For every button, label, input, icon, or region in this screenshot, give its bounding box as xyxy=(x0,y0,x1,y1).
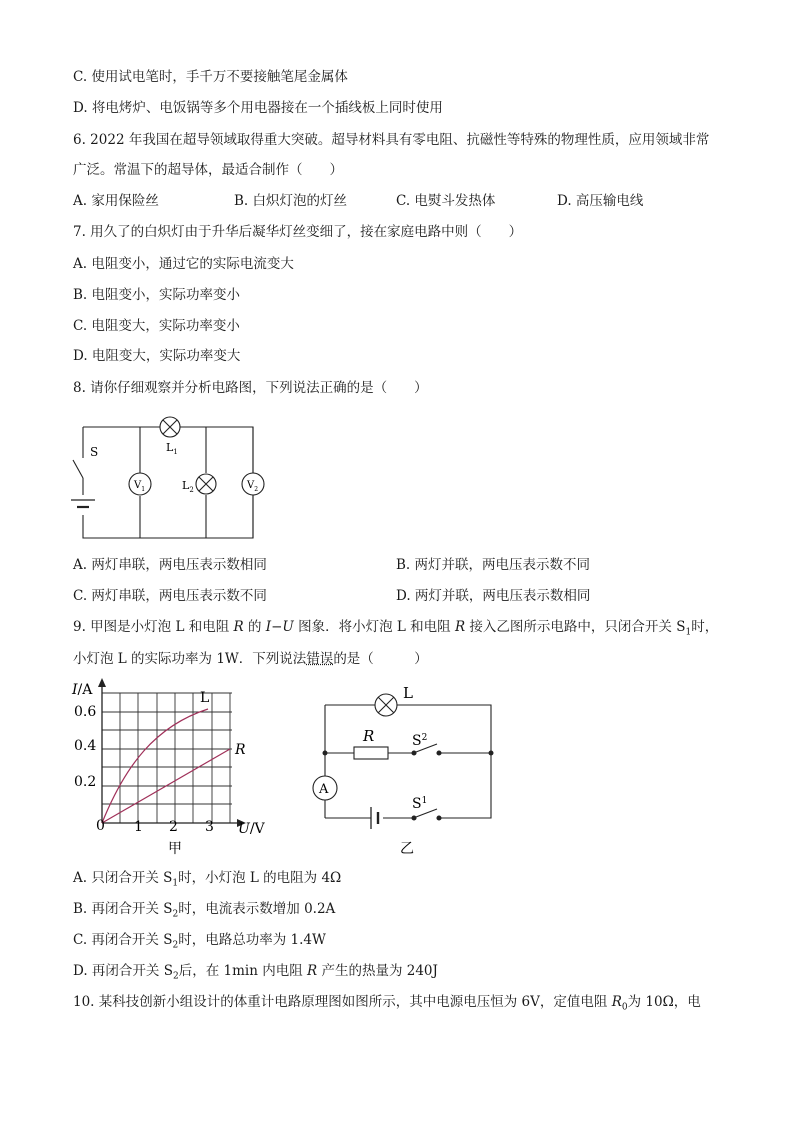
q7-option-d: D. 电阻变大，实际功率变大 xyxy=(73,348,241,364)
q9-stem-line1: 9. 甲图是小灯泡 L 和电阻 R 的 I−U 图象．将小灯泡 L 和电阻 R 接入乙图所示电路中，只闭合开关 $S_1$时， xyxy=(73,619,719,638)
q9-graph-xtick-2: 2 xyxy=(169,819,178,835)
q9-graph-ytick-06: 0.6 xyxy=(74,704,97,720)
q10-stem-line1: 10. 某科技创新小组设计的体重计电路原理图如图所示，其中电源电压恒为 6V，定值电阻 $R_0$为 10Ω，电 xyxy=(73,994,701,1013)
q8-stem: 8. 请你仔细观察并分析电路图，下列说法正确的是（ ） xyxy=(73,380,428,396)
q9-circuit-s1-label: $S^1$ xyxy=(412,796,428,812)
q9-curve-l xyxy=(102,709,208,823)
q9-iu-graph xyxy=(70,676,280,858)
q6-stem-line2: 广泛。常温下的超导体，最适合制作（ ） xyxy=(73,162,343,178)
q8-v1-label: $V_1$ xyxy=(134,480,146,493)
q9-graph-ylabel: I/A xyxy=(72,682,93,698)
q9-resistor-icon xyxy=(354,747,388,759)
q8-v2-label: $V_2$ xyxy=(247,480,259,493)
q8-switch-icon xyxy=(73,460,83,478)
q6-stem-line1: 6. 2022 年我国在超导领域取得重大突破。超导材料具有零电阻、抗磁性等特殊的物理性质，应用领域非常 xyxy=(73,132,710,148)
q9-option-b: B. 再闭合开关 $S_2$时，电流表示数增加 0.2A xyxy=(73,901,336,920)
q9-wire-top xyxy=(325,705,491,753)
q9-junction-right xyxy=(489,751,494,756)
q9-option-c: C. 再闭合开关 $S_2$时，电路总功率为 1.4W xyxy=(73,932,326,951)
q6-option-a: A. 家用保险丝 xyxy=(73,193,159,209)
q9-circuit-lamp-label: L xyxy=(403,684,413,702)
q9-graph-curve-r-label: R xyxy=(235,742,246,758)
q8-lamp2-label: $L_2$ xyxy=(182,479,194,494)
q7-stem: 7. 用久了的白炽灯由于升华后凝华灯丝变细了，接在家庭电路中则（ ） xyxy=(73,224,523,240)
q5-option-d: D. 将电烤炉、电饭锅等多个用电器接在一个插线板上同时使用 xyxy=(73,100,443,116)
q8-wire-bottom-left xyxy=(83,515,140,538)
q9-graph-caption: 甲 xyxy=(168,841,182,857)
q8-option-a: A. 两灯串联，两电压表示数相同 xyxy=(73,557,267,573)
q9-circuit-s2-label: $S^2$ xyxy=(412,733,428,749)
q8-lamp1-label: $L_1$ xyxy=(166,441,178,456)
q7-option-a: A. 电阻变小，通过它的实际电流变大 xyxy=(73,256,294,272)
q7-option-b: B. 电阻变小，实际功率变小 xyxy=(73,287,241,303)
q8-options-row1 xyxy=(73,556,723,574)
q9-graph-y-arrow-icon xyxy=(98,678,106,687)
q9-emphasis-wrong: 错误 xyxy=(306,651,334,667)
q8-lamp2-icon xyxy=(196,474,216,494)
q7-option-c: C. 电阻变大，实际功率变小 xyxy=(73,318,240,334)
q9-wire-bottom xyxy=(325,753,491,818)
q9-graph-ytick-02: 0.2 xyxy=(74,774,97,790)
q8-lamp1-icon xyxy=(160,417,180,437)
q8-option-d: D. 两灯并联，两电压表示数相同 xyxy=(396,588,591,604)
q9-graph-xtick-0: 0 xyxy=(96,818,105,834)
q9-graph-xtick-3: 3 xyxy=(205,819,214,835)
q9-circuit-ammeter-label: A xyxy=(319,782,329,797)
q8-circuit-diagram xyxy=(60,410,270,545)
q9-graph-xlabel: U/V xyxy=(238,821,265,837)
q9-graph-curve-l-label: L xyxy=(200,690,210,706)
q9-circuit-caption: 乙 xyxy=(400,841,414,857)
q9-circuit-resistor-label: R xyxy=(363,727,375,745)
q5-option-c: C. 使用试电笔时，手千万不要接触笔尾金属体 xyxy=(73,69,348,85)
q8-options-row2 xyxy=(73,587,723,605)
q6-option-b: B. 白炽灯泡的灯丝 xyxy=(234,193,348,209)
q8-switch-label: S xyxy=(90,445,99,459)
q9-junction-left xyxy=(323,751,328,756)
q6-option-d: D. 高压输电线 xyxy=(557,193,644,209)
q9-stem-line2: 小灯泡 L 的实际功率为 1W．下列说法错误的是（ ） xyxy=(73,651,428,667)
q8-option-b: B. 两灯并联，两电压表示数不同 xyxy=(396,557,591,573)
q9-graph-grid xyxy=(102,693,232,823)
q9-lamp-icon xyxy=(375,694,397,716)
q9-graph-ytick-04: 0.4 xyxy=(74,738,97,754)
q6-options xyxy=(73,192,723,210)
q9-option-d: D. 再闭合开关 $S_2$后，在 1min 内电阻 R 产生的热量为 240J xyxy=(73,963,438,982)
q6-option-c: C. 电熨斗发热体 xyxy=(396,193,496,209)
q9-graph-xtick-1: 1 xyxy=(134,819,143,835)
q9-circuit-diagram xyxy=(305,676,505,858)
q9-option-a: A. 只闭合开关 $S_1$时，小灯泡 L 的电阻为 4Ω xyxy=(73,870,342,889)
q8-option-c: C. 两灯串联，两电压表示数不同 xyxy=(73,588,267,604)
